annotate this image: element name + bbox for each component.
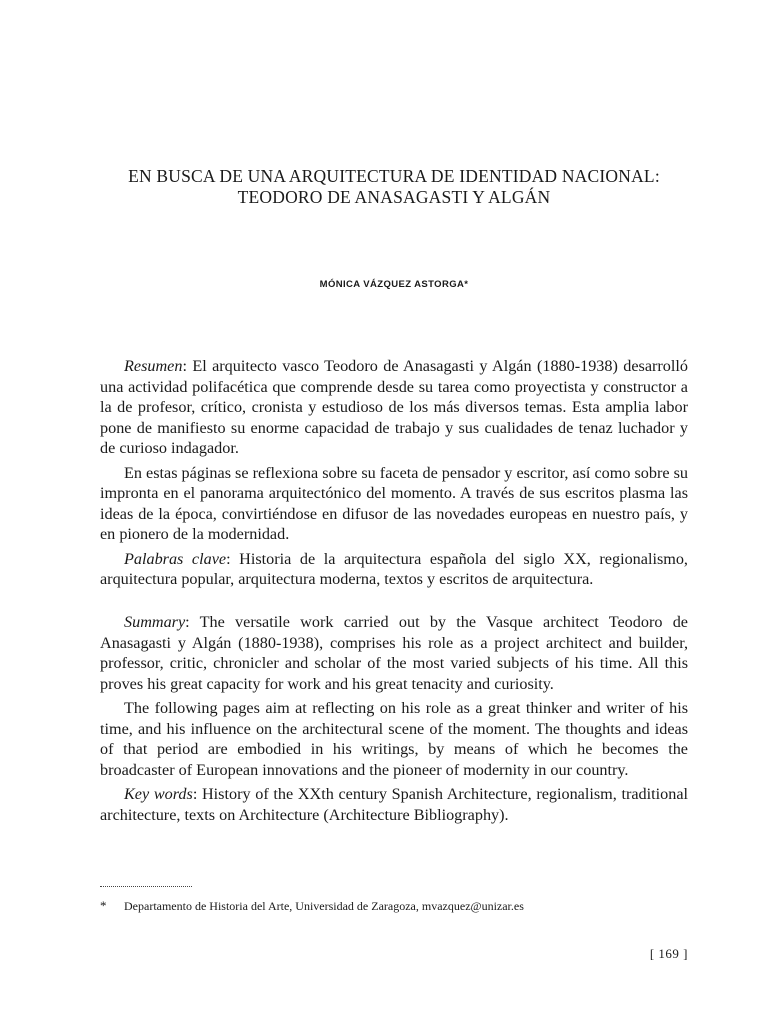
key-words-label: Key words bbox=[124, 785, 193, 803]
key-words-paragraph bbox=[100, 784, 688, 825]
footnote-mark: * bbox=[100, 898, 107, 913]
resumen-text: : El arquitecto vasco Teodoro de Anasagasti y Algán (1880-1938) desarrolló una actividad polifacética que comprende desde su tarea como proyectista y constructor a la de profesor, crítico, cronista y estudioso de los más diversos temas. Esta amplia labor pone de manifiesto su enorme capacidad de trabajo y sus cualidades de tenaz luchador y de curioso indagador. bbox=[100, 357, 688, 457]
author-name: MÓNICA VÁZQUEZ ASTORGA* bbox=[319, 279, 469, 290]
resumen-paragraph-2: En estas páginas se reflexiona sobre su faceta de pensador y escritor, así como sobre su impronta en el panorama arquitectónico del momento. A través de sus escritos plasma las ideas de la época, convirtiéndose en difusor de las novedades europeas en nuestro país, y en pionero de la modernidad. bbox=[100, 463, 688, 543]
palabras-clave-label: Palabras clave bbox=[124, 549, 227, 568]
resumen-label: Resumen bbox=[124, 357, 183, 375]
key-words-text: : History of the XXth century Spanish Architecture, regionalism, traditional architecture, texts on Architecture (Architecture Bibliography). bbox=[100, 785, 688, 824]
palabras-clave-paragraph bbox=[100, 549, 688, 590]
resumen-paragraph bbox=[100, 356, 688, 459]
title-line-1: EN BUSCA DE UNA ARQUITECTURA DE IDENTIDAD NACIONAL: bbox=[128, 166, 660, 186]
spanish-abstract bbox=[100, 356, 688, 594]
summary-paragraph-2: The following pages aim at reflecting on his role as a great thinker and writer of his time, and his influence on the architectural scene of the moment. The thoughts and ideas of that period are embodied in his writings, by means of which he becomes the broadcaster of European innovations and the pioneer of modernity in our country. bbox=[100, 699, 688, 779]
article-title bbox=[100, 166, 688, 208]
footnote-divider bbox=[100, 886, 192, 887]
page-number: [ 169 ] bbox=[649, 946, 688, 961]
footnote-text: Departamento de Historia del Arte, Universidad de Zaragoza, mvazquez@unizar.es bbox=[124, 899, 524, 913]
footnote bbox=[100, 898, 688, 914]
title-line-2: TEODORO DE ANASAGASTI Y ALGÁN bbox=[237, 187, 551, 207]
summary-label: Summary bbox=[124, 613, 186, 631]
palabras-clave-text: : Historia de la arquitectura española del siglo XX, regionalismo, arquitectura popular, arquitectura moderna, textos y escritos de arquitectura. bbox=[100, 549, 688, 588]
summary-paragraph bbox=[100, 612, 688, 694]
summary-text: : The versatile work carried out by the Vasque architect Teodoro de Anasagasti y Algán (1880-1938), comprises his role as a project architect and builder, professor, critic, chronicler and scholar of the most varied subjects of his time. All this proves his great capacity for work and his great tenacity and curiosity. bbox=[100, 613, 688, 693]
english-abstract bbox=[100, 612, 688, 829]
